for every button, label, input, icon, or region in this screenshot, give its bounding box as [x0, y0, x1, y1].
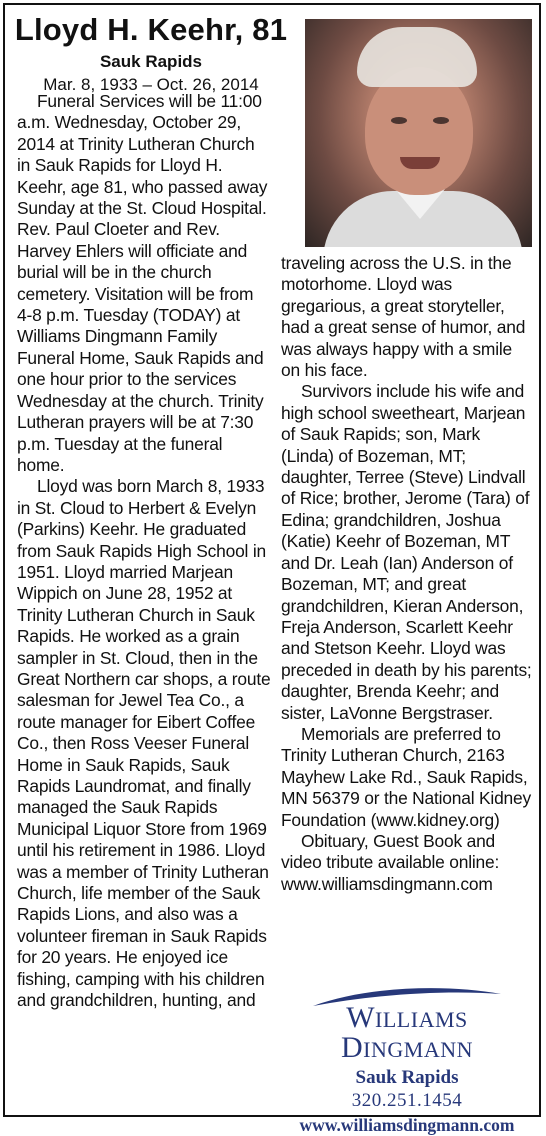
text-column-right — [281, 253, 533, 895]
deceased-name: Lloyd H. Keehr, 81 — [14, 12, 288, 47]
biography-paragraph: Lloyd was born March 8, 1933 in St. Cloud to Herbert & Evelyn (Parkins) Keehr. He graduated from Sauk Rapids High School in 1951. Lloyd married Marjean Wippich on June 28, 1952 at Trinity Lutheran Church in Sauk Rapids. He worked as a grain sampler in St. Cloud, then in the Great Northern car shops, a route salesman for Jewel Tea Co., a route manager for Eibert Coffee Co., then Ross Veeser Funeral Home in Sauk Rapids, Sauk Rapids Laundromat, and finally managed the Sauk Rapids Municipal Liquor Store from 1969 until his retirement in 1986. Lloyd was a member of Trinity Lutheran Church, life member of the Sauk Rapids Lions, and also was a volunteer fireman in Sauk Rapids for 20 years. He enjoyed ice fishing, camping with his children and grandchildren, hunting, and — [17, 476, 271, 1011]
funeral-home-logo — [281, 984, 533, 1136]
funeral-home-location: Sauk Rapids — [355, 1067, 459, 1088]
funeral-home-phone: 320.251.1454 — [351, 1090, 463, 1111]
survivors-paragraph: Survivors include his wife and high school sweetheart, Marjean of Sauk Rapids; son, Mark (Linda) of Bozeman, MT; daughter, Terree (Steve) Lindvall of Rice; brother, Jerome (Tara) of Edina; grandchildren, Joshua (Katie) Keehr of Bozeman, MT and Dr. Leah (Ian) Anderson of Bozeman, MT; and great grandchildren, Kieran Anderson, Freja Anderson, Scarlett Keehr and Stetson Keehr. Lloyd was preceded in death by his parents; daughter, Brenda Keehr; and sister, LaVonne Bergstraser. — [281, 381, 532, 723]
funeral-home-website[interactable]: www.williamsdingmann.com — [299, 1115, 515, 1135]
funeral-home-name: WILLIAMS DINGMANN — [341, 1001, 473, 1064]
obituary-header — [6, 12, 296, 96]
hometown: Sauk Rapids — [99, 52, 203, 71]
memorials-paragraph: Memorials are preferred to Trinity Lutheran Church, 2163 Mayhew Lake Rd., Sauk Rapids, MN 56379 or the National Kidney Foundation (www.kidney.org) — [281, 723, 531, 830]
funeral-services-paragraph: Funeral Services will be 11:00 a.m. Wednesday, October 29, 2014 at Trinity Lutheran Church in Sauk Rapids for Lloyd H. Keehr, age 81, who passed away Sunday at the St. Cloud Hospital. Rev. Paul Cloeter and Rev. Harvey Ehlers will officiate and burial will be in the church cemetery. Visitation will be from 4-8 p.m. Tuesday (TODAY) at Williams Dingmann Family Funeral Home, Sauk Rapids and one hour prior to the services Wednesday at the church. Trinity Lutheran prayers will be at 7:30 p.m. Tuesday at the funeral home. — [17, 91, 268, 475]
life-dates: Mar. 8, 1933 – Oct. 26, 2014 — [43, 75, 259, 94]
text-column-left — [17, 91, 272, 1011]
biography-continued: traveling across the U.S. in the motorhome. Lloyd was gregarious, a great storyteller, had a great sense of humor, and was always happy with a smile on his face. — [281, 253, 526, 381]
online-tribute-paragraph: Obituary, Guest Book and video tribute available online: www.williamsdingmann.com — [281, 830, 500, 894]
portrait-photo — [305, 19, 532, 247]
